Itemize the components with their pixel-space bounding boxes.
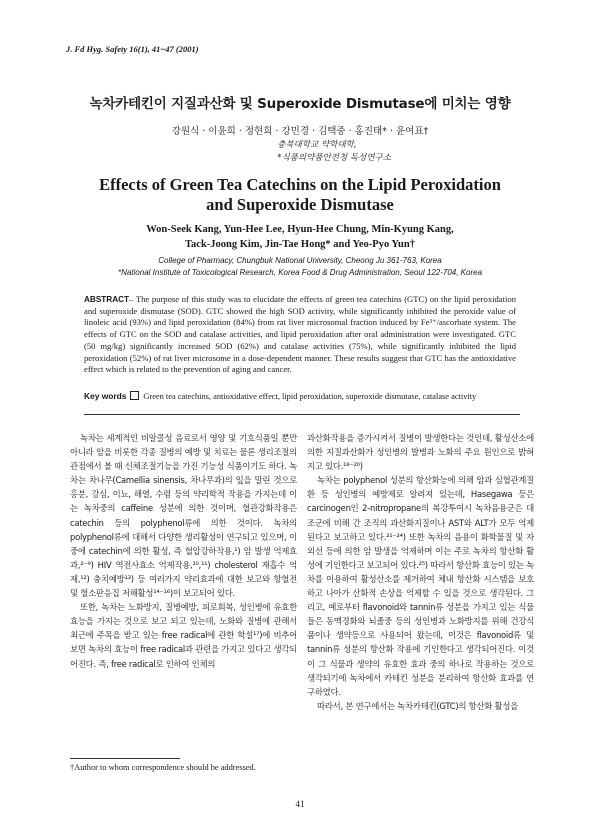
english-affiliation-2: *National Institute of Toxicological Research, Korea Food & Drug Administration, Seoul 122-704, Korea: [117, 268, 483, 277]
body-paragraph: 따라서, 본 연구에서는 녹차카테킨(GTC)의 항산화 활성을: [317, 700, 519, 711]
korean-authors: 강원식 · 이윤희 · 정현희 · 강민경 · 김택중 · 홍진태* · 윤여표†: [171, 126, 429, 137]
footnote: †Author to whom correspondence should be addressed.: [70, 763, 256, 772]
body-paragraph: 녹차는 polyphenol 성분의 항산화능에 의해 암과 심혈관계질환 등 성인병의 예방제로 알려져 있는데, Hasegawa 등은 carcinogen인 2-nitropropane의 복강투여시 녹차음용군은 대조군에 비해 간 조직의 과산화지질이나 AST와 ALT가 모두 억제된다고 보고하고 있다.²¹⁻²⁴) 또한 녹차의 음용이 화학물질 및 자외선 등에 의한 암 발생을 억제하며 이는 주로 녹차의 항산화 활성에 기인한다고 보고되어 있다.²⁵) 따라서 항산화 효능이 있는 녹차를 이용하여 활성산소를 제거하여 체내 항산화 시스템을 보호하고 나아가 산화적 손상을 억제할 수 있을 것으로 생각된다. 그리고, 예로부터 flavonoid와 tannin류 성분을 가지고 있는 식물들은 동맥경화와 뇌졸중 등의 성인병과 노화방지를 위해 건강식품이나 생약등으로 사용되어 왔는데, 이것은 flavonoid류 및 tannin류 성분의 항산화 작용에 기인한다고 생각되어진다. 이것이 그 식물과 생약의 유효한 효과 중의 하나로 작용하는 것으로 생각되기에 녹차에서 카테킨 성분을 분리하여 항산화 효과를 연구하였다.: [307, 475, 534, 697]
section-divider: [84, 414, 520, 415]
english-title-line-2: and Superoxide Dismutase: [206, 195, 394, 214]
body-right-column: [307, 431, 534, 713]
body-paragraph: 과산화작용을 증가시켜서 질병이 발생한다는 것인데, 활성산소에 의한 지질과산화가 성인병의 발병과 노화의 주요 원인으로 밝혀지고 있다.¹⁸⁻²⁰): [307, 433, 534, 472]
journal-citation: J. Fd Hyg. Safety 16(1), 41~47 (2001): [66, 44, 199, 54]
keywords-text: Green tea catechins, antioxidative effect, lipid peroxidation, superoxide dismutase, catalase activity: [143, 392, 477, 401]
abstract: [84, 294, 516, 376]
english-title-line-1: Effects of Green Tea Catechins on the Lipid Peroxidation: [99, 175, 501, 194]
checkbox-icon: [130, 391, 139, 400]
korean-affiliations: [277, 139, 391, 165]
body-paragraph: 녹차는 세계적인 비알콜성 음료로서 영양 및 기호식품일 뿐만 아니라 암을 비롯한 각종 질병의 예방 및 치료는 물론 생리조절의 관점에서 볼 때 신체조절기능을 가진 기능성 식품이기도 하다. 녹차는 차나무(Camellia sinensis, 차나무과)의 잎을 말린 것으로 홍분, 강심, 이뇨, 해열, 수렴 등의 약리학적 작용을 가지는데 이는 녹차중의 caffeine 성분에 의한 것이며, 혈관강화작용은 catechin 등의 polyphenol류에 의한 것이다. 녹차의 polyphenol류에 대해서 다양한 생리활성이 연구되고 있으며, 이중에 catechin에 의한 활성, 즉 혈압강하작용,¹) 암 발생 억제효과,²⁻⁹) HIV 역전사효소 억제작용,¹⁰,¹¹) cholesterol 재흡수 억제,¹²) 충치예방¹³) 등 여러가지 약리효과에 대한 보고와 항혈전 및 혈소판응집 저해활성¹⁴⁻¹⁶)이 보고되어 있다.: [70, 433, 297, 599]
english-authors-line-1: Won-Seek Kang, Yun-Hee Lee, Hyun-Hee Chung, Min-Kyung Kang,: [146, 224, 454, 235]
english-affiliation-1: College of Pharmacy, Chungbuk National University, Cheong Ju 361-763, Korea: [158, 256, 442, 265]
page-number: 41: [295, 799, 305, 809]
english-authors-line-2: Tack-Joong Kim, Jin-Tae Hong* and Yeo-Pyo Yun†: [185, 239, 415, 250]
keywords: [84, 391, 524, 401]
english-affiliations: [0, 255, 600, 279]
korean-title: 녹차카테킨이 지질과산화 및 Superoxide Dismutase에 미치는 영향: [89, 96, 511, 112]
abstract-text: – The purpose of this study was to elucidate the effects of green tea catechins (GTC) on the lipid peroxidation and superoxide dismutase (SOD). GTC showed the high SOD activity, while significantly inhibited the peroxide value of linoleic acid (93%) and lipid peroxidation (84%) from rat liver microsomal fraction induced by Fe³⁺/ascorbate system. The effects of GTC on the SOD and catalase activities, and lipid peroxidation after oral administration were investigated. GTC (50 mg/kg) significantly increased SOD (62%) and catalase activities (75%), while significantly inhibited the lipid peroxidation (52%) of rat liver microsome in a dose-dependent manner. These results suggest that GTC has the antioxidative effect which is related to the prevention of aging and cancer.: [84, 294, 516, 375]
korean-affiliation-1: 충북대학교 약학대학,: [277, 140, 357, 150]
keywords-label: Key words: [84, 391, 127, 401]
english-title: [0, 175, 600, 215]
body-left-column: [70, 431, 297, 671]
english-authors: [0, 222, 600, 252]
body-paragraph: 또한, 녹차는 노화방지, 질병예방, 피로회복, 성인병에 유효한 효능을 가지는 것으로 보고 되고 있는데, 노화와 질병에 관해서 최근에 주목을 받고 있는 free radical에 관한 학설¹⁷)에 비추어보면 녹차의 효능이 free radical과 관련을 가지고 있다고 생각되어진다. 즉, free radical로 인하여 인체의: [70, 602, 297, 669]
korean-affiliation-2: *식품의약품안전청 독성연구소: [277, 153, 391, 163]
abstract-label: ABSTRACT: [84, 295, 130, 304]
footnote-rule: [70, 758, 180, 759]
